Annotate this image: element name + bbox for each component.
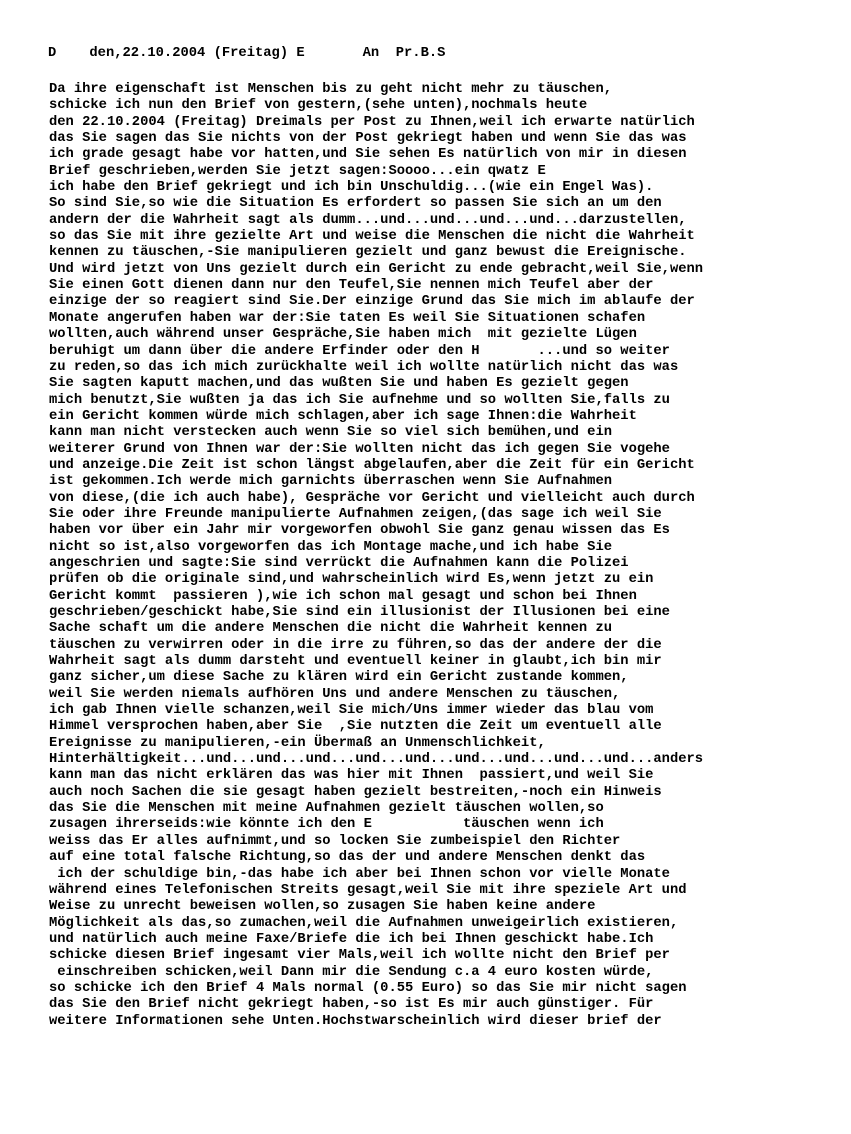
text-line: Himmel versprochen haben,aber Sie ,Sie nutzten die Zeit um eventuell alle xyxy=(49,719,662,735)
text-line: so das Sie mit ihre gezielte Art und weise die Menschen die nicht die Wahrheit xyxy=(49,229,695,245)
text-line: Sie oder ihre Freunde manipulierte Aufnahmen zeigen,(das sage ich weil Sie xyxy=(49,506,662,522)
text-line: ganz sicher,um diese Sache zu klären wird ein Gericht zustande kommen, xyxy=(49,670,629,686)
text-line: Ereignisse zu manipulieren,-ein Übermaß an Unmenschlichkeit, xyxy=(49,735,546,751)
text-line: einzige der so reagiert sind Sie.Der einzige Grund das Sie mich im ablaufe der xyxy=(49,294,695,310)
text-line: angeschrien und sagte:Sie sind verrückt die Aufnahmen kann die Polizei xyxy=(49,555,629,571)
text-line: schicke ich nun den Brief von gestern,(sehe unten),nochmals heute xyxy=(49,98,588,114)
text-line: andern der die Wahrheit sagt als dumm...und...und...und...und...darzustellen, xyxy=(49,212,687,228)
text-line: mich benutzt,Sie wußten ja das ich Sie aufnehme und so wollten Sie,falls zu xyxy=(49,392,670,408)
text-line: So sind Sie,so wie die Situation Es erfordert so passen Sie sich an um den xyxy=(49,196,662,212)
text-line: Sie einen Gott dienen dann nur den Teufel,Sie nennen mich Teufel aber der xyxy=(49,278,654,294)
letter-header: D den,22.10.2004 (Freitag) E An Pr.B.S xyxy=(48,46,446,61)
text-line: Hinterhältigkeit...und...und...und...und...und...und...und...und...und...anders xyxy=(49,752,704,768)
text-line: so schicke ich den Brief 4 Mals normal (0.55 Euro) so das Sie mir nicht sagen xyxy=(49,980,687,996)
text-line: ist gekommen.Ich werde mich garnichts überraschen wenn Sie Aufnahmen xyxy=(49,474,613,490)
text-line: ich grade gesagt habe vor hatten,und Sie sehen Es natürlich von mir in diesen xyxy=(49,147,687,163)
text-line: von diese,(die ich auch habe), Gespräche vor Gericht und vielleicht auch durch xyxy=(49,490,695,506)
text-line: das Sie die Menschen mit meine Aufnahmen gezielt täuschen wollen,so xyxy=(49,801,604,817)
text-line: zu reden,so das ich mich zurückhalte weil ich wollte natürlich nicht das was xyxy=(49,359,679,375)
text-line: geschrieben/geschickt habe,Sie sind ein illusionist der Illusionen bei eine xyxy=(49,605,670,620)
text-line: weiterer Grund von Ihnen war der:Sie wollten nicht das ich gegen Sie vogehe xyxy=(49,441,670,457)
text-line: Gericht kommt passieren ),wie ich schon mal gesagt und schon bei Ihnen xyxy=(49,588,637,604)
text-line: prüfen ob die originale sind,und wahrscheinlich wird Es,wenn jetzt zu ein xyxy=(49,572,654,588)
text-line: ich gab Ihnen vielle schanzen,weil Sie mich/Uns immer wieder das blau vom xyxy=(49,703,654,719)
text-line: täuschen zu verwirren oder in die irre zu führen,so das der andere der die xyxy=(49,637,662,653)
text-line: Möglichkeit als das,so zumachen,weil die Aufnahmen unweigeirlich existieren, xyxy=(49,915,679,931)
text-line: ein Gericht kommen würde mich schlagen,aber ich sage Ihnen:die Wahrheit xyxy=(49,408,637,424)
text-line: Und wird jetzt von Uns gezielt durch ein Gericht zu ende gebracht,weil Sie,wenn xyxy=(49,261,704,277)
text-line: während eines Telefonischen Streits gesagt,weil Sie mit ihre speziele Art und xyxy=(49,882,687,898)
text-line: beruhigt um dann über die andere Erfinder oder den H ...und so weiter xyxy=(49,343,670,359)
text-line: Brief geschrieben,werden Sie jetzt sagen:Soooo...ein qwatz E xyxy=(49,163,546,179)
text-line: zusagen ihrerseids:wie könnte ich den E täuschen wenn ich xyxy=(49,817,604,833)
text-line: weiss das Er alles aufnimmt,und so locken Sie zumbeispiel den Richter xyxy=(49,833,621,849)
text-line: und anzeige.Die Zeit ist schon längst abgelaufen,aber die Zeit für ein Gericht xyxy=(49,457,695,473)
text-line: nicht so ist,also vorgeworfen das ich Montage mache,und ich habe Sie xyxy=(49,539,613,555)
text-line: kann man nicht verstecken auch wenn Sie so viel sich bemühen,und ein xyxy=(49,425,613,441)
letter-body xyxy=(49,82,849,1030)
text-line: weil Sie werden niemals aufhören Uns und andere Menschen zu täuschen, xyxy=(49,686,621,702)
text-line: Sie sagten kaputt machen,und das wußten Sie und haben Es gezielt gegen xyxy=(49,376,629,392)
text-line: Da ihre eigenschaft ist Menschen bis zu geht nicht mehr zu täuschen, xyxy=(49,82,613,97)
text-line: einschreiben schicken,weil Dann mir die Sendung c.a 4 euro kosten würde, xyxy=(49,964,654,980)
text-line: wollten,auch während unser Gespräche,Sie haben mich mit gezielte Lügen xyxy=(49,327,637,343)
text-line: auch noch Sachen die sie gesagt haben gezielt bestreiten,-noch ein Hinweis xyxy=(49,784,662,800)
text-line: schicke diesen Brief ingesamt vier Mals,weil ich wollte nicht den Brief per xyxy=(49,948,670,964)
text-line: Weise zu unrecht beweisen wollen,so zusagen Sie haben keine andere xyxy=(49,899,596,915)
text-line: Monate angerufen haben war der:Sie taten Es weil Sie Situationen schafen xyxy=(49,310,646,326)
text-line: haben vor über ein Jahr mir vorgeworfen obwohl Sie ganz genau wissen das Es xyxy=(49,523,670,539)
text-line: kennen zu täuschen,-Sie manipulieren gezielt und ganz bewust die Ereignische. xyxy=(49,245,687,261)
text-line: weitere Informationen sehe Unten.Hochstwarscheinlich wird dieser brief der xyxy=(49,1013,662,1029)
text-line: und natürlich auch meine Faxe/Briefe die ich bei Ihnen geschickt habe.Ich xyxy=(49,931,654,947)
text-line: den 22.10.2004 (Freitag) Dreimals per Post zu Ihnen,weil ich erwarte natürlich xyxy=(49,114,695,130)
text-line: das Sie sagen das Sie nichts von der Post gekriegt haben und wenn Sie das was xyxy=(49,131,687,147)
text-line: ich habe den Brief gekriegt und ich bin Unschuldig...(wie ein Engel Was). xyxy=(49,180,654,196)
text-line: ich der schuldige bin,-das habe ich aber bei Ihnen schon vor vielle Monate xyxy=(49,866,670,882)
text-line: kann man das nicht erklären das was hier mit Ihnen passiert,und weil Sie xyxy=(49,768,654,784)
text-line: Wahrheit sagt als dumm darsteht und eventuell keiner in glaubt,ich bin mir xyxy=(49,654,662,670)
text-line: auf eine total falsche Richtung,so das der und andere Menschen denkt das xyxy=(49,850,646,866)
text-line: Sache schaft um die andere Menschen die nicht die Wahrheit kennen zu xyxy=(49,621,613,637)
text-line: das Sie den Brief nicht gekriegt haben,-so ist Es mir auch günstiger. Für xyxy=(49,997,654,1013)
